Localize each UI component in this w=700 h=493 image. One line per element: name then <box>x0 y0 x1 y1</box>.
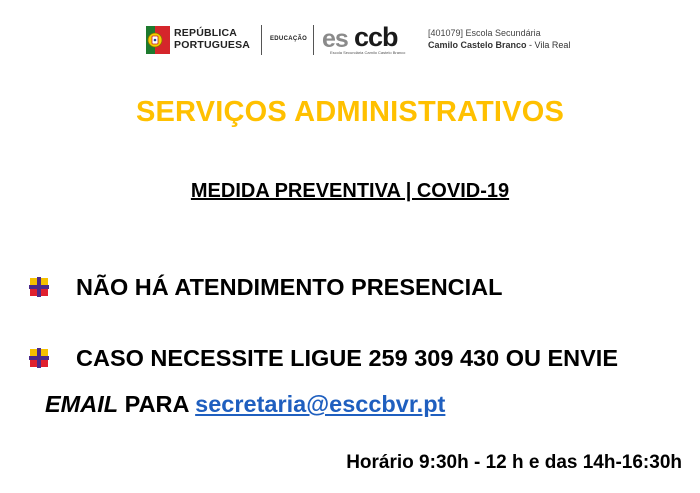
republica-portuguesa-logo <box>146 24 258 56</box>
page-subtitle: MEDIDA PREVENTIVA | COVID-19 <box>190 180 510 202</box>
email-link[interactable]: secretaria@esccbvr.pt <box>195 391 446 417</box>
school-name-line <box>428 39 570 51</box>
logo-divider <box>261 25 262 55</box>
rp-line1: REPÚBLICA <box>174 27 238 39</box>
rp-line2: PORTUGUESA <box>174 39 251 51</box>
page-title: SERVIÇOS ADMINISTRATIVOS <box>135 96 565 128</box>
cross-bullet-icon <box>28 347 50 369</box>
bullet-phone-contact: CASO NECESSITE LIGUE 259 309 430 OU ENVIE <box>76 345 619 371</box>
logo-tagline: Escola Secundária Camilo Castelo Branco <box>330 50 406 55</box>
email-para-text: PARA <box>118 391 196 417</box>
bullet-no-presential-service: NÃO HÁ ATENDIMENTO PRESENCIAL <box>76 274 503 300</box>
cross-bullet-icon <box>28 276 50 298</box>
school-info <box>428 27 570 51</box>
email-line <box>45 391 445 418</box>
portugal-emblem-icon <box>146 26 170 54</box>
ministry-label: EDUCAÇÃO <box>270 36 308 42</box>
header-logos <box>146 22 571 58</box>
email-label: EMAIL <box>45 391 119 417</box>
logo-divider <box>313 25 314 55</box>
school-location: - Vila Real <box>526 40 571 50</box>
school-code-line: [401079] Escola Secundária <box>428 28 541 38</box>
logo-es-text: es <box>322 25 348 53</box>
republica-portuguesa-text <box>174 27 250 51</box>
school-name: Camilo Castelo Branco <box>428 40 527 50</box>
opening-hours: Horário 9:30h - 12 h e das 14h-16:30h <box>346 452 682 473</box>
logo-ccb-text: ccb <box>354 22 398 52</box>
esccb-logo <box>322 22 422 56</box>
